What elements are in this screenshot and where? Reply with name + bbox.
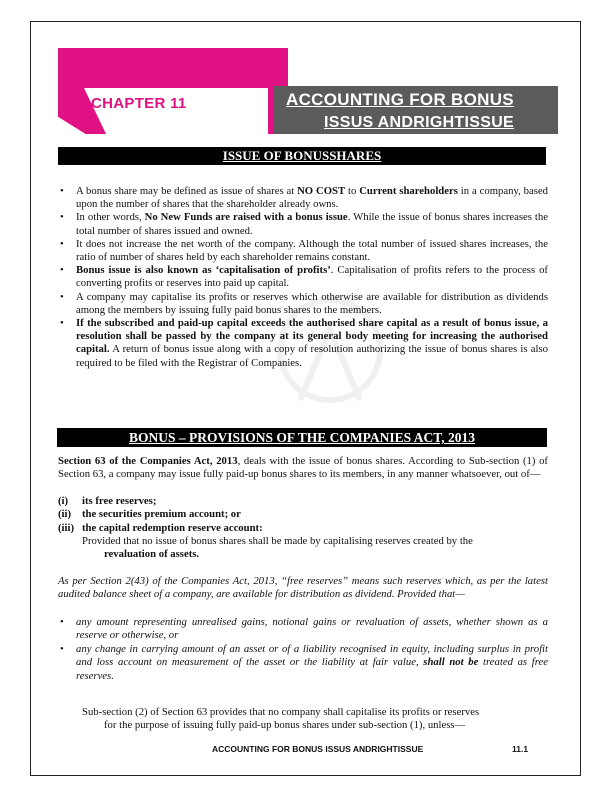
source-item: [58, 522, 548, 535]
bullet-bold-text: Current shareholders: [359, 185, 458, 197]
section63-intro-rest: , deals with the issue of bonus shares. According to Sub-section (1) of Section 63, a company may issue fully paid-up bonus shares to its members, in any manner whatsoever, out of—: [58, 455, 548, 481]
bullet-text: A return of bonus issue along with a copy of resolution authorizing the issue of bonus shares is also required to be filed with the Registrar of Companies.: [76, 343, 548, 369]
source-item: [58, 495, 548, 508]
chapter-title-line1: ACCOUNTING FOR BONUS: [286, 90, 514, 109]
exclusion-text: any change in carrying amount of an asset or of a liability recognised in equity, including surplus in profit and loss account on measurement of the asset or the liability at fair value,: [76, 642, 548, 669]
bullet-text: It does not increase the net worth of the company. Although the total number of issued shares increases, the ratio of number of shares held by each shareholder remains constant.: [76, 237, 548, 264]
bullet-text: . Capitalisation of profits refers to the process of converting profits or reserves into paid up capital.: [76, 264, 548, 290]
chapter-header: [58, 48, 558, 134]
bullet-item: [58, 211, 548, 237]
source-text: its free reserves;: [82, 495, 157, 507]
bullet-item: [58, 185, 548, 211]
bonus-share-bullets: [58, 185, 548, 370]
free-reserves-exclusions: [58, 616, 548, 683]
exclusion-item: [58, 643, 548, 683]
source-item: [58, 508, 548, 521]
section63-intro: [58, 455, 548, 482]
section63-intro-bold: Section 63 of the Companies Act, 2013: [58, 455, 238, 467]
bullet-item: [58, 264, 548, 290]
bullet-text: in a company, based upon the number of shares that the shareholder already owns.: [76, 185, 548, 211]
bullet-text: In other words,: [76, 211, 145, 224]
section-heading-bonus-shares: ISSUE OF BONUSSHARES: [58, 147, 546, 165]
exclusion-text: any amount representing unrealised gains, notional gains or revaluation of assets, whether shown as a reserve or otherwise, or: [76, 616, 548, 642]
source-text: the capital redemption reserve account:: [82, 521, 263, 534]
bullet-bold-text: If the subscribed and paid-up capital exceeds the authorised share capital as a result of bonus issue, a resolution shall be passed by the company at its general body meeting for increasing the authorised capital.: [76, 317, 548, 356]
exclusion-tail-text: treated as free reserves.: [76, 656, 548, 682]
bullet-bold-text: NO COST: [297, 185, 346, 197]
source-number: (ii): [58, 508, 72, 521]
chapter-title-line2: ISSUS ANDRIGHTISSUE: [324, 114, 515, 131]
section-heading-provisions: BONUS – PROVISIONS OF THE COMPANIES ACT, 2013: [57, 428, 547, 447]
exclusion-bold-text: shall not be: [423, 656, 479, 669]
bullet-text: to: [345, 185, 360, 197]
source-number: (iii): [58, 521, 75, 534]
bullet-bold-text: Bonus issue is also known as ‘capitalisation of profits’: [76, 264, 331, 277]
free-reserves-definition: As per Section 2(43) of the Companies Act, 2013, “free reserves” means such reserves which, as per the latest audited balance sheet of a company, are available for distribution as dividend. Provided that—: [58, 575, 548, 601]
proviso-line2: revaluation of assets.: [104, 548, 200, 561]
subsection2: [82, 706, 548, 733]
proviso-line1: Provided that no issue of bonus shares shall be made by capitalising reserves created by the: [82, 535, 473, 547]
bonus-sources-list: [58, 495, 548, 535]
footer-title: ACCOUNTING FOR BONUS ISSUS ANDRIGHTISSUE: [212, 744, 424, 754]
bullet-bold-text: No New Funds are raised with a bonus issue: [144, 211, 348, 224]
bullet-item: [58, 291, 548, 317]
exclusion-item: [58, 616, 548, 643]
subsection2-line2: for the purpose of issuing fully paid-up bonus shares under sub-section (1), unless—: [104, 719, 466, 732]
source-number: (i): [58, 495, 69, 507]
bullet-text: . While the issue of bonus shares increases the total number of shares issued and owned.: [76, 211, 548, 237]
chapter-label: CHAPTER 11: [91, 95, 187, 112]
proviso: [82, 535, 548, 562]
subsection2-line1: Sub-section (2) of Section 63 provides that no company shall capitalise its profits or reserves: [82, 706, 480, 718]
bullet-text: A company may capitalise its profits or reserves which otherwise are available for distribution as dividends among the members by issuing fully paid bonus shares to the members.: [76, 290, 548, 316]
source-text: the securities premium account; or: [82, 508, 241, 521]
page-number: 11.1: [512, 744, 529, 754]
bullet-item: [58, 238, 548, 264]
bullet-text: A bonus share may be defined as issue of shares at: [76, 185, 298, 197]
bullet-item: [58, 317, 548, 370]
